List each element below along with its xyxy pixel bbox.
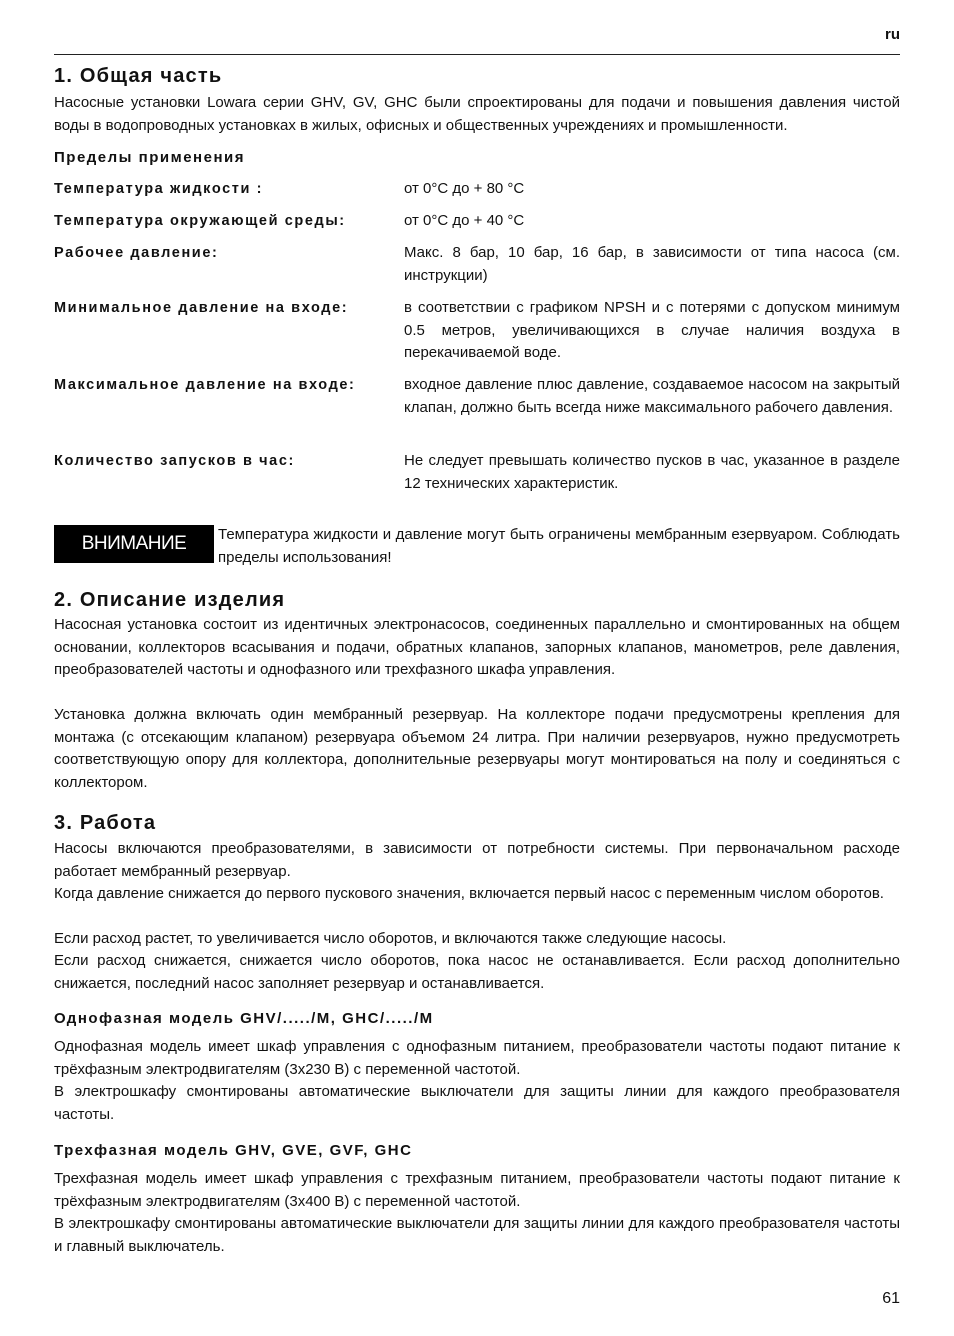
spec-label: Рабочее давление: bbox=[54, 245, 219, 261]
header-divider bbox=[54, 54, 900, 55]
spec-value: от 0°C до + 80 °C bbox=[404, 180, 525, 197]
single-phase-paragraph: В электрошкафу смонтированы автоматические выключатели для защиты линии для каждого преобразователя частоты. bbox=[54, 1083, 900, 1123]
section-2-paragraph: Насосная установка состоит из идентичных электронасосов, соединенных параллельно и смонтированных на общем основании, коллекторов всасывания и подачи, обратных клапанов, запорных клапанов, манометров, реле давления, преобразователей частоты и однофазного или трехфазного шкафа управления. bbox=[54, 616, 900, 678]
section-2-title: 2. Описание изделия bbox=[54, 589, 286, 611]
warning-text: Температура жидкости и давление могут быть ограничены мембранным езервуаром. Соблюдать пределы использования! bbox=[218, 526, 900, 566]
spec-value: от 0°C до + 40 °C bbox=[404, 212, 525, 229]
spec-value: в соответствии с графиком NPSH и с потерями с допуском минимум 0.5 метров, увеличивающихся в случае наличия воздуха в перекачиваемой воде. bbox=[404, 299, 900, 361]
three-phase-paragraph: В электрошкафу смонтированы автоматические выключатели для защиты линии для каждого преобразователя частоты и главный выключатель. bbox=[54, 1215, 900, 1255]
spec-label: Количество запусков в час: bbox=[54, 453, 295, 469]
spec-label: Минимальное давление на входе: bbox=[54, 300, 349, 316]
section-3-paragraph: Когда давление снижается до первого пускового значения, включается первый насос с переменным числом оборотов. bbox=[54, 885, 884, 902]
spec-label: Температура окружающей среды: bbox=[54, 213, 346, 229]
section-2-paragraph: Установка должна включать один мембранный резервуар. На коллекторе подачи предусмотрены крепления для монтажа (с отсекающим клапаном) резервуара объемом 24 литра. При наличии резервуаров, нужно предусмотреть соответствующую опору для коллектора, дополнительные резервуары могут монтироваться на полу и соединяться с коллектором. bbox=[54, 706, 900, 791]
language-code: ru bbox=[885, 26, 900, 43]
page-number: 61 bbox=[882, 1290, 900, 1307]
spec-value: Не следует превышать количество пусков в час, указанное в разделе 12 технических характеристик. bbox=[404, 452, 900, 492]
warning-badge: ВНИМАНИЕ bbox=[54, 525, 214, 563]
three-phase-paragraph: Трехфазная модель имеет шкаф управления с трехфазным питанием, преобразователи частоты подают питание к трёхфазным электродвигателям (3x400 В) с переменной частотой. bbox=[54, 1170, 900, 1210]
subsection-single-phase-title: Однофазная модель GHV/...../M, GHC/...../M bbox=[54, 1010, 434, 1027]
spec-value: входное давление плюс давление, создаваемое насосом на закрытый клапан, должно быть всегда ниже максимального рабочего давления. bbox=[404, 376, 900, 416]
section-3-title: 3. Работа bbox=[54, 812, 157, 834]
spec-value: Макс. 8 бар, 10 бар, 16 бар, в зависимости от типа насоса (см. инструкции) bbox=[404, 244, 900, 284]
spec-label: Температура жидкости : bbox=[54, 181, 264, 197]
spec-label: Максимальное давление на входе: bbox=[54, 377, 356, 393]
section-1-intro: Насосные установки Lowara серии GHV, GV, GHC были спроектированы для подачи и повышения давления чистой воды в водопроводных установках в жилых, офисных и общественных учреждениях и промышленности. bbox=[54, 94, 900, 134]
section-1-title: 1. Общая часть bbox=[54, 65, 223, 87]
limits-title: Пределы применения bbox=[54, 149, 245, 166]
subsection-three-phase-title: Трехфазная модель GHV, GVE, GVF, GHC bbox=[54, 1142, 413, 1159]
section-3-paragraph: Если расход снижается, снижается число оборотов, пока насос не останавливается. Если расход дополнительно снижается, последний насос заполняет резервуар и останавливается. bbox=[54, 952, 900, 992]
section-3-paragraph: Если расход растет, то увеличивается число оборотов, и включаются также следующие насосы. bbox=[54, 930, 727, 947]
section-3-paragraph: Насосы включаются преобразователями, в зависимости от потребности системы. При первоначальном расходе работает мембранный резервуар. bbox=[54, 840, 900, 880]
single-phase-paragraph: Однофазная модель имеет шкаф управления с однофазным питанием, преобразователи частоты подают питание к трёхфазным электродвигателям (3x230 В) с переменной частотой. bbox=[54, 1038, 900, 1078]
